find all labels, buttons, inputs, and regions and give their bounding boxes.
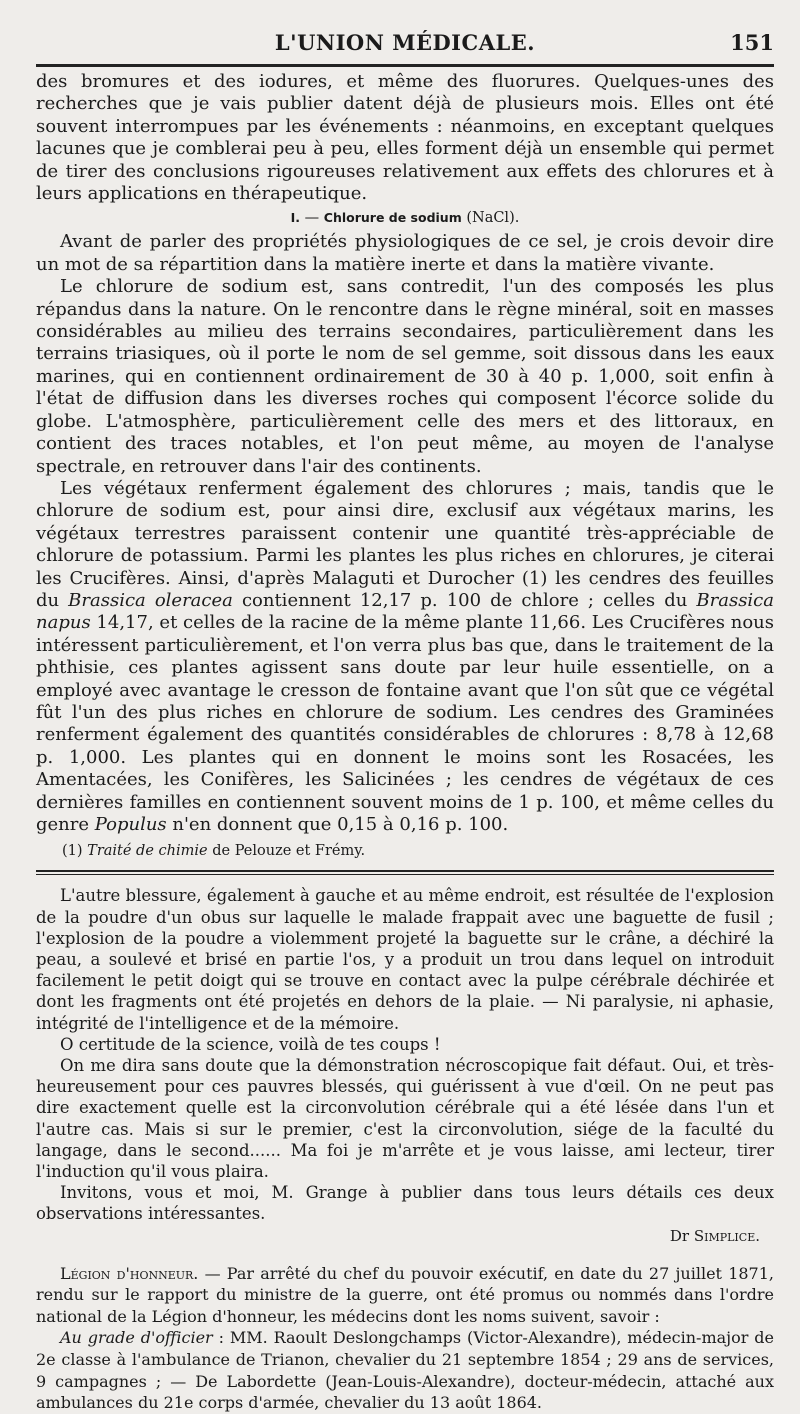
genus-populus: Populus — [94, 814, 167, 835]
text-run: contiennent 12,17 p. 100 de chlore ; celles du — [232, 589, 697, 611]
main-article — [36, 71, 774, 862]
paragraph-legion — [36, 1263, 774, 1328]
footnote — [36, 840, 774, 862]
text-run: Les végétaux renferment également des chlorures ; mais, tandis que le chlorure de sodium est, pour ainsi dire, exclusif aux végétaux marins, les végétaux terrestres paraissent contenir une quantité très-appréciable de chlorure de potassium. Parmi les plantes les plus riches en chlorures, je citerai les Crucifères. Ainsi, d'après Malaguti et Durocher (1) les cendres des feuilles du — [36, 477, 774, 611]
section-formula: (NaCl). — [466, 210, 520, 227]
paragraph-vegetaux — [36, 478, 774, 837]
text-run: 14,17, et celles de la racine de la même plante 11,66. Les Crucifères nous intéressent particulièrement, et l'on verra plus bas que, dans le traitement de la phthisie, ces plantes agissent sans doute par leur huile essentielle, on a employé avec avantage le cresson de fontaine avant que l'on sût que ce végétal fût l'un des plus riches en chlorure de sodium. Les cendres des Graminées renferment également des quantités considérables de chlorures : 8,78 à 12,68 p. 1,000. Les plantes qui en donnent le moins sont les Rosacées, les Amentacées, les Conifères, les Salicinées ; les cendres de végétaux de ces dernières familles en contiennent souvent moins de 1 p. 100, et même celles du genre — [36, 612, 774, 835]
paragraph-chlorure: Le chlorure de sodium est, sans contredit, l'un des composés les plus répandus dans la nature. On le rencontre dans le règne minéral, soit en masses considérables au milieu des terrains secondaires, particulièrement dans les terrains triasiques, où il porte le nom de sel gemme, soit dissous dans les eaux marines, qui en contiennent ordinairement de 30 à 40 p. 1,000, soit enfin à l'état de diffusion dans les diverses roches qui composent l'écorce solide du globe. L'atmosphère, particulièrement celle des mers et des littoraux, en contient des traces notables, et l'on peut même, au moyen de l'analyse spectrale, en retrouver dans l'air des continents. — [36, 276, 774, 477]
paragraph-avant: Avant de parler des propriétés physiologiques de ce sel, je crois devoir dire un mot de sa répartition dans la matière inerte et dans la matière vivante. — [36, 231, 774, 275]
section-divider — [36, 870, 774, 875]
journal-title: L'UNION MÉDICALE. — [274, 30, 536, 55]
legion-text: — Par arrêté du chef du pouvoir exécutif, en date du 27 juillet 1871, rendu sur le rapport du ministre de la guerre, ont été promus ou nommés dans l'ordre national de la Légion d'honneur, les médecins dont les noms suivent, savoir : — [36, 1263, 774, 1326]
footnote-title: Traité de chimie — [87, 843, 208, 860]
paragraph-blessure: L'autre blessure, également à gauche et au même endroit, est résultée de l'explosion de la poudre d'un obus sur laquelle le malade frappait avec une baguette de fusil ; l'explosion de la poudre a violemment projeté la baguette sur le crâne, a déchiré la peau, a soulevé et brisé en partie l'os, y a produit un trou dans lequel on introduit facilement le petit doigt qui se trouve en contact avec la pulpe cérébrale déchirée et dont les fragments ont été projetés en dehors de la plaie. — Ni paralysie, ni aphasie, intégrité de l'intelligence et de la mémoire. — [36, 886, 774, 1033]
feuilleton-article — [36, 885, 774, 1244]
text-run: n'en donnent que 0,15 à 0,16 p. 100. — [166, 814, 509, 835]
header-rule — [36, 64, 774, 67]
legion-honneur-notice — [36, 1263, 774, 1414]
grade-text: : MM. Raoult Deslongchamps (Victor-Alexandre), médecin-major de 2e classe à l'ambulance de Trianon, chevalier du 21 septembre 1854 ; 29 ans de services, 9 campagnes ; — De Labordette (Jean-Louis-Alexandre), docteur-médecin, attaché aux ambulances du 21e corps d'armée, chevalier du 13 août 1864. — [36, 1328, 774, 1413]
species-brassica-napus: Brassica napus — [36, 589, 774, 634]
signature — [36, 1227, 774, 1245]
species-brassica-oleracea: Brassica oleracea — [68, 589, 233, 611]
footnote-marker: (1) — [62, 843, 83, 860]
legion-label: Légion d'honneur. — [60, 1263, 199, 1283]
paragraph-invitons: Invitons, vous et moi, M. Grange à publier dans tous leurs détails ces deux observations intéressantes. — [36, 1183, 774, 1224]
paragraph-demonstration: On me dira sans doute que la démonstration nécroscopique fait défaut. Oui, et très-heureusement pour ces pauvres blessés, qui guérissent à vue d'œil. On ne peut pas dire exactement quelle est la circonvolution cérébrale qui a été lésée dans l'un et l'autre cas. Mais si sur le premier, c'est la circonvolution, siége de la faculté du langage, dans le second...... Ma foi je m'arrête et je vous laisse, ami lecteur, tirer l'induction qu'il vous plaira. — [36, 1056, 774, 1182]
section-number: I. — [290, 210, 301, 226]
paragraph-grade — [36, 1327, 774, 1413]
signature-name: Simplice. — [693, 1226, 760, 1245]
signature-prefix: Dr — [669, 1226, 690, 1245]
section-heading — [36, 207, 774, 229]
paragraph-certitude: O certitude de la science, voilà de tes coups ! — [60, 1034, 441, 1054]
section-dash: — — [304, 210, 320, 227]
section-title: Chlorure de sodium — [323, 210, 462, 226]
grade-label: Au grade d'officier — [60, 1328, 213, 1348]
footnote-rest: de Pelouze et Frémy. — [212, 843, 366, 860]
intro-paragraph: des bromures et des iodures, et même des fluorures. Quelques-unes des recherches que je vais publier datent déjà de plusieurs mois. Elles ont été souvent interrompues par les événements : néanmoins, en exceptant quelques lacunes que je comblerai peu à peu, elles forment déjà un ensemble qui permet de tirer des conclusions rigoureuses relativement aux effets des chlorures et à leurs applications en thérapeutique. — [36, 71, 774, 205]
page-number: 151 — [730, 30, 774, 55]
page-header — [36, 30, 774, 62]
